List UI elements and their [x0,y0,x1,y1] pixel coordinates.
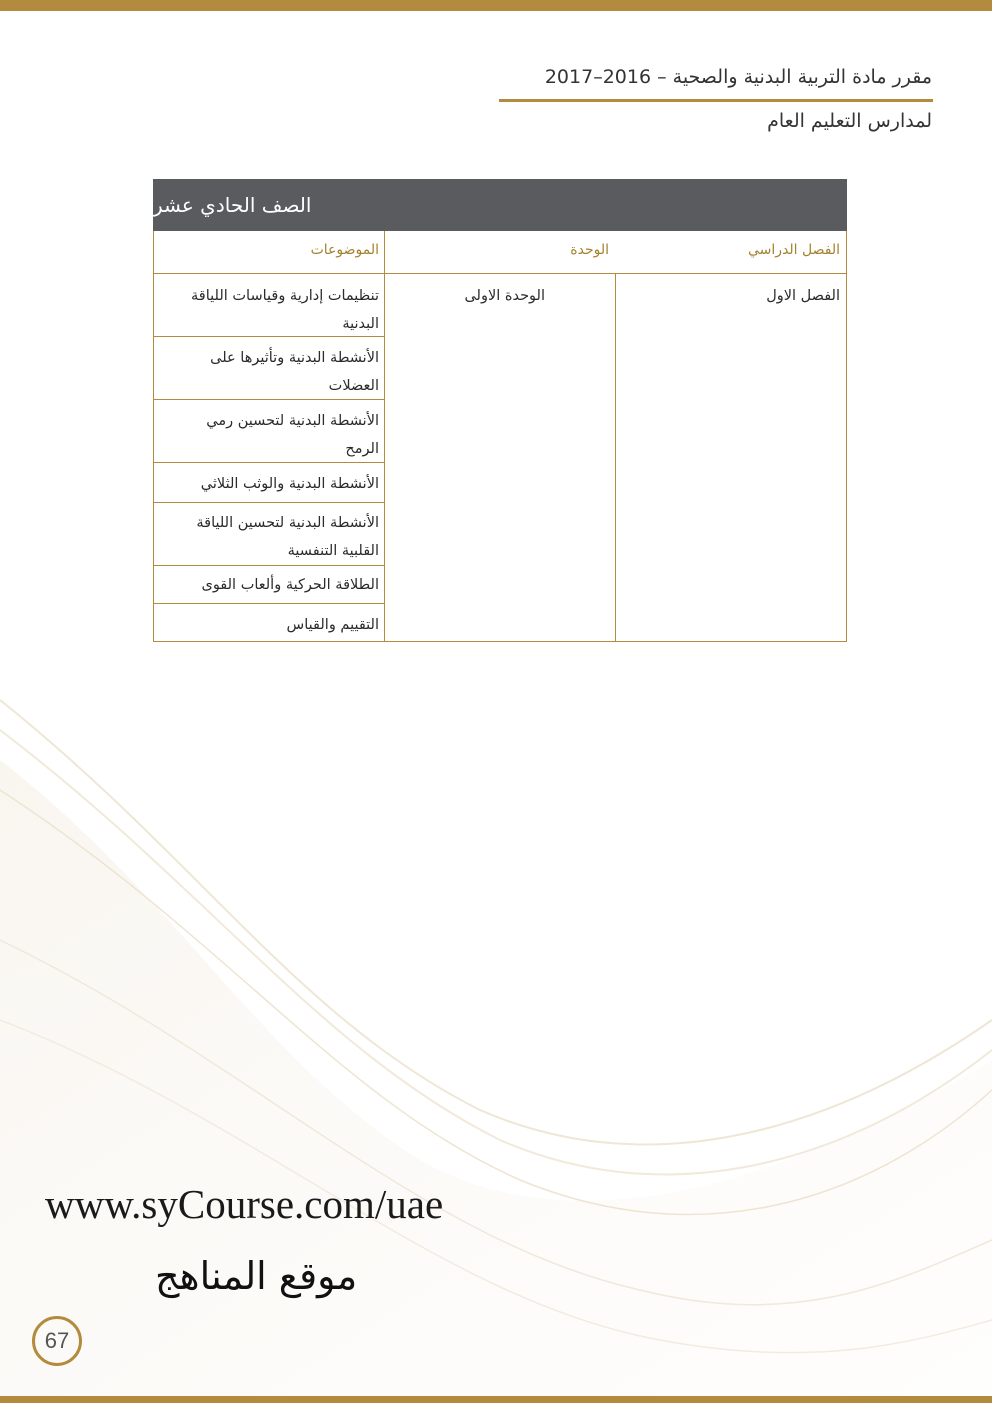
page-number: 67 [44,1328,70,1353]
header-divider [499,99,933,102]
background-wave-decoration [0,640,992,1396]
topic-cell: الأنشطة البدنية والوثب الثلاثي [200,476,379,492]
header-row-divider [153,273,847,274]
topic-row-divider [153,502,384,503]
column-header-unit: الوحدة [570,242,609,258]
grade-title-bar [153,179,847,231]
column-divider-unit-term [615,273,616,642]
topic-cell: تنظيمات إدارية وقياسات اللياقة البدنية [191,288,379,332]
topic-row-divider [153,565,384,566]
topic-cell: الأنشطة البدنية لتحسين رمي الرمح [206,413,379,457]
unit-cell: الوحدة الاولى [464,288,545,304]
topic-row-divider [153,603,384,604]
column-divider-topics-unit [384,231,385,642]
curriculum-table [153,179,847,642]
bottom-border-bar [0,1396,992,1403]
column-header-term: الفصل الدراسي [748,242,840,258]
watermark-url: www.syCourse.com/uae [45,1181,444,1227]
page-number-badge [32,1316,82,1366]
column-header-topics: الموضوعات [310,242,379,258]
topic-cell: الطلاقة الحركية وألعاب القوى [201,577,379,593]
watermark-site-name: موقع المناهج [155,1254,358,1298]
topic-cell: التقييم والقياس [286,617,379,633]
grade-title: الصف الحادي عشر [153,193,312,217]
top-border-bar [0,0,992,11]
term-cell: الفصل الاول [766,288,840,304]
topic-cell: الأنشطة البدنية لتحسين اللياقة القلبية التنفسية [196,515,379,559]
topic-cell: الأنشطة البدنية وتأثيرها على العضلات [210,350,379,394]
document-header-subtitle: لمدارس التعليم العام [767,110,932,132]
document-header-title: مقرر مادة التربية البدنية والصحية – 2016–2017 [544,66,932,88]
